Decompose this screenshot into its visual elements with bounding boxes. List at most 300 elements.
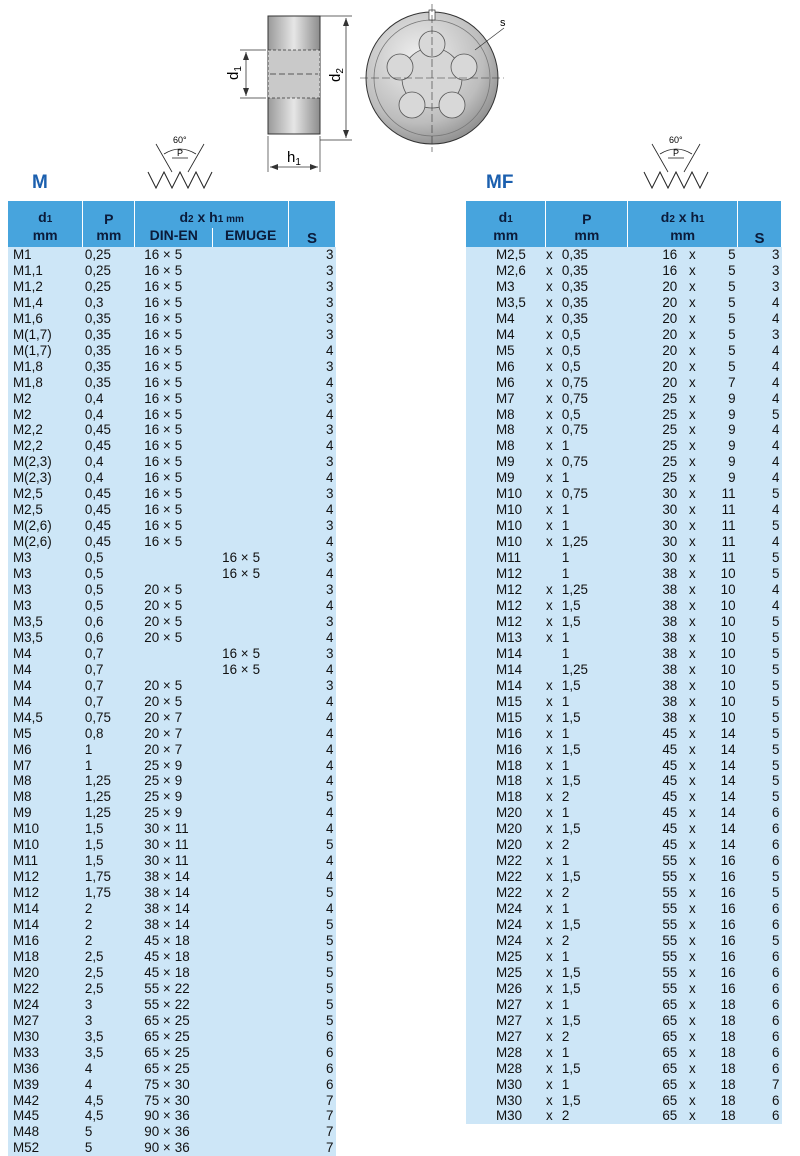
cell-d1: M27 — [466, 997, 546, 1013]
cell-d2: 38 x — [628, 662, 698, 678]
cell-din-d2: 25 × — [135, 758, 173, 774]
cell-h1: 14 — [698, 821, 738, 837]
cell-din-h1: 25 — [173, 1013, 213, 1029]
cell-d2: 25 x — [628, 454, 698, 470]
cell-h1: 14 — [698, 726, 738, 742]
table-row — [8, 1140, 336, 1156]
cell-s: 6 — [289, 1077, 336, 1093]
cell-d2: 38 x — [628, 614, 698, 630]
cell-d1: M27 — [8, 1013, 83, 1029]
cell-s: 3 — [289, 614, 336, 630]
cell-p: 0,75 — [560, 422, 628, 438]
table-row — [466, 965, 782, 981]
table-row — [8, 295, 336, 311]
cell-p: 1,75 — [83, 885, 135, 901]
cell-s: 4 — [289, 773, 336, 789]
table-row — [8, 869, 336, 885]
cell-p: 1 — [560, 438, 628, 454]
cell-d1: M15 — [466, 710, 546, 726]
cell-h1: 16 — [698, 869, 738, 885]
cell-p: 1 — [560, 853, 628, 869]
cell-emuge-h1 — [251, 614, 289, 630]
col-s: S — [289, 201, 336, 247]
cell-s: 4 — [289, 534, 336, 550]
cell-p: 1 — [560, 1045, 628, 1061]
cell-p: 0,35 — [560, 311, 628, 327]
cell-din-h1: 5 — [173, 694, 213, 710]
cell-emuge-d2 — [213, 1061, 251, 1077]
col-p-unit: mm — [83, 228, 135, 247]
table-row — [8, 422, 336, 438]
cell-p: 5 — [83, 1140, 135, 1156]
cell-s: 4 — [738, 375, 782, 391]
cell-d1: M2 — [8, 391, 83, 407]
cell-din-h1: 7 — [173, 726, 213, 742]
cell-d1: M14 — [466, 678, 546, 694]
cell-p: 0,4 — [83, 470, 135, 486]
cell-s: 6 — [738, 981, 782, 997]
cell-d2: 20 x — [628, 295, 698, 311]
cell-d1: M8 — [466, 407, 546, 423]
cell-d2: 55 x — [628, 869, 698, 885]
cell-d1: M2 — [8, 407, 83, 423]
cell-h1: 11 — [698, 534, 738, 550]
cell-emuge-d2 — [213, 391, 251, 407]
cell-x: x — [546, 981, 560, 997]
cell-s: 5 — [738, 789, 782, 805]
cell-p: 3 — [83, 997, 135, 1013]
cell-p: 1,5 — [560, 598, 628, 614]
cell-p: 0,35 — [560, 295, 628, 311]
cell-d1: M(2,3) — [8, 470, 83, 486]
cell-p: 2 — [560, 885, 628, 901]
table-row — [8, 359, 336, 375]
cell-d2: 25 x — [628, 422, 698, 438]
cell-emuge-h1 — [251, 933, 289, 949]
cell-s: 7 — [289, 1124, 336, 1140]
cell-emuge-h1 — [251, 534, 289, 550]
cell-din-h1: 11 — [173, 837, 213, 853]
cell-d1: M18 — [466, 773, 546, 789]
table-row — [8, 407, 336, 423]
cell-p: 1,5 — [83, 821, 135, 837]
cell-din-h1: 5 — [173, 247, 213, 263]
cell-emuge-h1: 5 — [251, 646, 289, 662]
cell-x: x — [546, 837, 560, 853]
cell-d2: 45 x — [628, 758, 698, 774]
cell-din-h1: 14 — [173, 885, 213, 901]
cell-p: 0,35 — [560, 247, 628, 263]
cell-emuge-h1 — [251, 407, 289, 423]
cell-x: x — [546, 422, 560, 438]
cell-s: 3 — [738, 247, 782, 263]
table-row — [8, 375, 336, 391]
cell-d1: M14 — [466, 662, 546, 678]
table-row — [466, 997, 782, 1013]
cell-d1: M6 — [466, 359, 546, 375]
cell-d1: M7 — [8, 758, 83, 774]
cell-p: 1,25 — [83, 805, 135, 821]
table-row — [8, 678, 336, 694]
cell-din-d2: 38 × — [135, 917, 173, 933]
table-row — [466, 885, 782, 901]
table-row — [466, 454, 782, 470]
cell-s: 6 — [738, 917, 782, 933]
cell-d1: M22 — [466, 853, 546, 869]
cell-s: 5 — [289, 933, 336, 949]
cell-x: x — [546, 582, 560, 598]
cell-h1: 11 — [698, 486, 738, 502]
cell-h1: 16 — [698, 949, 738, 965]
cell-s: 4 — [738, 598, 782, 614]
cell-p: 0,5 — [83, 550, 135, 566]
cell-d1: M4,5 — [8, 710, 83, 726]
cell-d2: 25 x — [628, 470, 698, 486]
table-row — [8, 710, 336, 726]
table-row — [8, 1077, 336, 1093]
cell-s: 4 — [738, 438, 782, 454]
cell-s: 3 — [289, 550, 336, 566]
table-row — [466, 789, 782, 805]
cell-p: 2 — [560, 1029, 628, 1045]
table-row — [8, 646, 336, 662]
cell-x: x — [546, 359, 560, 375]
cell-x: x — [546, 726, 560, 742]
cell-s: 4 — [289, 821, 336, 837]
cell-d1: M1 — [8, 247, 83, 263]
cell-din-d2: 20 × — [135, 726, 173, 742]
cell-emuge-d2 — [213, 518, 251, 534]
cell-s: 4 — [289, 502, 336, 518]
cell-s: 4 — [289, 566, 336, 582]
table-row — [466, 550, 782, 566]
thread-profile-m — [146, 132, 216, 192]
cell-x: x — [546, 885, 560, 901]
cell-din-d2: 16 × — [135, 470, 173, 486]
table-row — [466, 263, 782, 279]
cell-s: 5 — [289, 885, 336, 901]
cell-s: 3 — [289, 678, 336, 694]
cell-p: 0,35 — [83, 359, 135, 375]
cell-din-h1: 7 — [173, 742, 213, 758]
cell-s: 5 — [738, 630, 782, 646]
cell-emuge-d2 — [213, 1140, 251, 1156]
table-row — [8, 981, 336, 997]
table-row — [8, 391, 336, 407]
cell-din-h1: 5 — [173, 359, 213, 375]
profile-pitch: P — [673, 148, 680, 158]
table-row — [8, 343, 336, 359]
cell-p: 0,35 — [83, 311, 135, 327]
cell-p: 0,5 — [560, 359, 628, 375]
cell-x: x — [546, 869, 560, 885]
cell-d1: M22 — [8, 981, 83, 997]
table-row — [466, 247, 782, 263]
cell-din-d2: 25 × — [135, 789, 173, 805]
cell-d2: 65 x — [628, 997, 698, 1013]
cell-p: 1,25 — [83, 789, 135, 805]
cell-p: 1 — [560, 726, 628, 742]
cell-d1: M3 — [466, 279, 546, 295]
cell-d1: M(2,3) — [8, 454, 83, 470]
cell-emuge-h1 — [251, 470, 289, 486]
cell-emuge-d2 — [213, 885, 251, 901]
cell-d1: M3,5 — [466, 295, 546, 311]
cell-h1: 14 — [698, 758, 738, 774]
cell-s: 4 — [738, 343, 782, 359]
cell-s: 3 — [738, 279, 782, 295]
cell-s: 5 — [289, 997, 336, 1013]
cell-din-h1: 25 — [173, 1029, 213, 1045]
cell-x — [546, 646, 560, 662]
cell-h1: 10 — [698, 646, 738, 662]
cell-s: 6 — [738, 901, 782, 917]
cell-emuge-d2 — [213, 821, 251, 837]
cell-emuge-h1 — [251, 486, 289, 502]
cell-x: x — [546, 933, 560, 949]
table-row — [466, 694, 782, 710]
cell-emuge-h1 — [251, 1045, 289, 1061]
cell-din-h1: 5 — [173, 534, 213, 550]
cell-p: 0,6 — [83, 630, 135, 646]
cell-d2: 65 x — [628, 1108, 698, 1124]
cell-emuge-h1 — [251, 901, 289, 917]
table-row — [466, 949, 782, 965]
cell-emuge-d2 — [213, 710, 251, 726]
cell-p: 0,5 — [560, 327, 628, 343]
cell-h1: 18 — [698, 1029, 738, 1045]
cell-d1: M18 — [466, 758, 546, 774]
cell-din-h1: 18 — [173, 965, 213, 981]
table-row — [466, 1108, 782, 1124]
cell-s: 4 — [738, 502, 782, 518]
col-d1-unit: mm — [8, 228, 83, 247]
cell-h1: 14 — [698, 805, 738, 821]
cell-h1: 9 — [698, 438, 738, 454]
cell-p: 0,6 — [83, 614, 135, 630]
cell-s: 5 — [738, 614, 782, 630]
cell-emuge-d2 — [213, 422, 251, 438]
cell-din-h1: 14 — [173, 869, 213, 885]
table-row — [8, 247, 336, 263]
cell-emuge-h1 — [251, 1061, 289, 1077]
cell-din-h1: 5 — [173, 391, 213, 407]
cell-d1: M4 — [8, 662, 83, 678]
cell-emuge-h1 — [251, 997, 289, 1013]
cell-s: 3 — [289, 359, 336, 375]
cell-p: 2 — [560, 789, 628, 805]
cell-emuge-d2 — [213, 1013, 251, 1029]
cell-d1: M7 — [466, 391, 546, 407]
cell-din-d2: 16 × — [135, 486, 173, 502]
cell-d1: M12 — [466, 598, 546, 614]
cell-emuge-d2 — [213, 901, 251, 917]
cell-x: x — [546, 710, 560, 726]
table-row — [8, 566, 336, 582]
cell-s: 6 — [738, 1061, 782, 1077]
cell-d1: M22 — [466, 885, 546, 901]
cell-s: 5 — [289, 981, 336, 997]
cell-din-d2: 38 × — [135, 885, 173, 901]
cell-s: 5 — [738, 518, 782, 534]
table-row — [466, 375, 782, 391]
cell-s: 5 — [738, 933, 782, 949]
cell-p: 0,7 — [83, 678, 135, 694]
cell-emuge-d2 — [213, 678, 251, 694]
cell-d1: M9 — [8, 805, 83, 821]
cell-s: 3 — [289, 646, 336, 662]
cell-x: x — [546, 1093, 560, 1109]
cell-s: 6 — [738, 853, 782, 869]
cell-d1: M11 — [8, 853, 83, 869]
table-row — [466, 853, 782, 869]
cell-din-h1: 5 — [173, 598, 213, 614]
cell-x — [546, 566, 560, 582]
cell-s: 5 — [738, 407, 782, 423]
cell-p: 1,25 — [560, 582, 628, 598]
section-title-mf: MF — [486, 172, 514, 193]
cell-din-d2: 16 × — [135, 391, 173, 407]
s-label: s — [500, 17, 506, 29]
cell-emuge-d2 — [213, 917, 251, 933]
cell-d1: M8 — [466, 438, 546, 454]
cell-emuge-h1 — [251, 247, 289, 263]
cell-p: 0,5 — [83, 582, 135, 598]
cell-d1: M42 — [8, 1093, 83, 1109]
cell-din-d2: 16 × — [135, 343, 173, 359]
cell-d1: M3 — [8, 582, 83, 598]
cell-emuge-d2: 16 × — [213, 662, 251, 678]
cell-d1: M3 — [8, 550, 83, 566]
cell-d2: 30 x — [628, 534, 698, 550]
cell-p: 1,5 — [560, 869, 628, 885]
cell-p: 2,5 — [83, 981, 135, 997]
cell-p: 0,7 — [83, 694, 135, 710]
cell-emuge-h1 — [251, 263, 289, 279]
cell-d1: M8 — [8, 773, 83, 789]
table-row — [466, 1029, 782, 1045]
cell-h1: 16 — [698, 917, 738, 933]
cell-x: x — [546, 311, 560, 327]
cell-x: x — [546, 407, 560, 423]
cell-s: 3 — [289, 311, 336, 327]
thread-profile-mf — [642, 132, 712, 192]
cell-emuge-d2 — [213, 614, 251, 630]
cell-d2: 38 x — [628, 678, 698, 694]
cell-h1: 10 — [698, 710, 738, 726]
cell-x: x — [546, 247, 560, 263]
cell-d1: M12 — [466, 582, 546, 598]
cell-emuge-h1 — [251, 821, 289, 837]
cell-s: 5 — [738, 662, 782, 678]
table-row — [466, 582, 782, 598]
cell-din-h1: 5 — [173, 295, 213, 311]
cell-h1: 5 — [698, 247, 738, 263]
cell-p: 0,4 — [83, 391, 135, 407]
cell-p: 0,35 — [83, 327, 135, 343]
table-row — [8, 614, 336, 630]
cell-p: 2 — [83, 933, 135, 949]
table-row — [8, 518, 336, 534]
cell-emuge-h1: 5 — [251, 550, 289, 566]
cell-din-d2: 20 × — [135, 598, 173, 614]
cell-d2: 45 x — [628, 805, 698, 821]
cell-s: 5 — [738, 550, 782, 566]
col-p: P — [546, 201, 628, 228]
cell-d2: 45 x — [628, 789, 698, 805]
cell-emuge-h1 — [251, 1029, 289, 1045]
cell-din-d2: 16 × — [135, 422, 173, 438]
cell-din-h1: 22 — [173, 997, 213, 1013]
cell-d1: M1,1 — [8, 263, 83, 279]
cell-d1: M8 — [8, 789, 83, 805]
cell-p: 2,5 — [83, 965, 135, 981]
cell-din-h1: 7 — [173, 710, 213, 726]
cell-emuge-h1 — [251, 438, 289, 454]
cell-din-h1: 5 — [173, 502, 213, 518]
cell-d1: M14 — [466, 646, 546, 662]
table-row — [8, 582, 336, 598]
cell-emuge-d2 — [213, 1124, 251, 1140]
cell-s: 3 — [289, 422, 336, 438]
cell-s: 4 — [289, 853, 336, 869]
cell-s: 4 — [289, 470, 336, 486]
cell-d1: M45 — [8, 1108, 83, 1124]
cell-emuge-d2 — [213, 502, 251, 518]
table-row — [466, 1061, 782, 1077]
cell-s: 6 — [289, 1045, 336, 1061]
cell-s: 5 — [738, 486, 782, 502]
cell-h1: 5 — [698, 343, 738, 359]
cell-p: 0,25 — [83, 279, 135, 295]
cell-din-d2: 25 × — [135, 773, 173, 789]
cell-d1: M48 — [8, 1124, 83, 1140]
table-row — [8, 1029, 336, 1045]
cell-d2: 55 x — [628, 901, 698, 917]
table-row — [466, 933, 782, 949]
cell-emuge-d2 — [213, 1093, 251, 1109]
cell-x: x — [546, 1077, 560, 1093]
cell-h1: 14 — [698, 773, 738, 789]
cell-din-h1: 5 — [173, 614, 213, 630]
cell-h1: 18 — [698, 1013, 738, 1029]
cell-x: x — [546, 917, 560, 933]
cell-emuge-h1 — [251, 1124, 289, 1140]
table-row — [466, 486, 782, 502]
cell-h1: 5 — [698, 311, 738, 327]
cell-d1: M6 — [466, 375, 546, 391]
cell-h1: 5 — [698, 327, 738, 343]
cell-d2: 38 x — [628, 598, 698, 614]
cell-din-d2: 55 × — [135, 997, 173, 1013]
cell-p: 0,45 — [83, 438, 135, 454]
cell-emuge-d2 — [213, 742, 251, 758]
cell-emuge-d2 — [213, 805, 251, 821]
cell-s: 6 — [738, 1045, 782, 1061]
cell-p: 1,5 — [560, 1093, 628, 1109]
cell-din-d2: 55 × — [135, 981, 173, 997]
cell-s: 5 — [289, 917, 336, 933]
cell-emuge-d2 — [213, 311, 251, 327]
cell-x: x — [546, 391, 560, 407]
cell-emuge-d2 — [213, 486, 251, 502]
cell-h1: 16 — [698, 965, 738, 981]
cell-din-h1: 5 — [173, 678, 213, 694]
table-row — [466, 678, 782, 694]
cell-s: 3 — [289, 263, 336, 279]
cell-p: 2 — [560, 933, 628, 949]
cell-d1: M5 — [466, 343, 546, 359]
